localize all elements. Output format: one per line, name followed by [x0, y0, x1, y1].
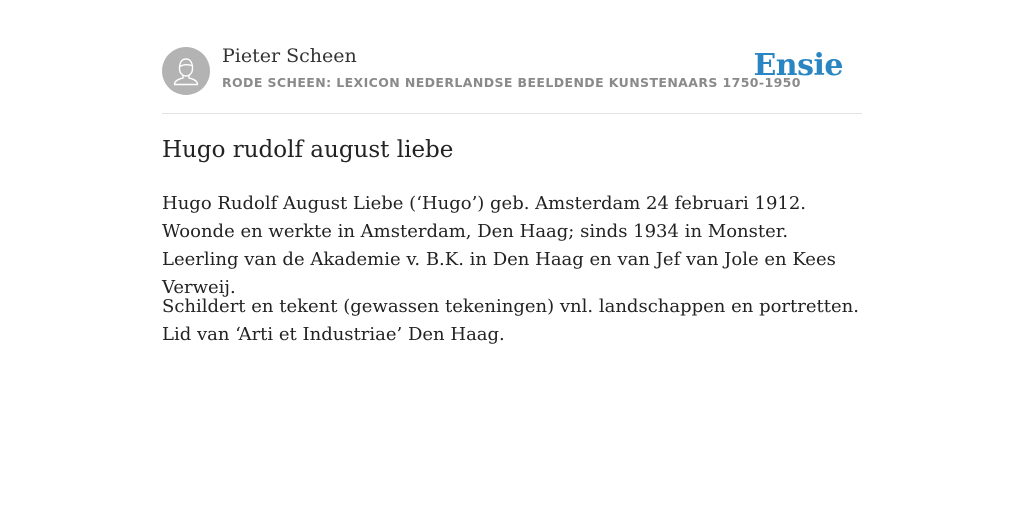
article-paragraph: Schildert en tekent (gewassen tekeningen) vnl. landschappen en portretten. Lid van ‘Arti et Industriae’ Den Haag.: [162, 296, 859, 345]
source-label: RODE SCHEEN: LEXICON NEDERLANDSE BEELDENDE KUNSTENAARS 1750-1950: [222, 75, 801, 90]
author-avatar[interactable]: [162, 47, 210, 95]
article-paragraph: Hugo Rudolf August Liebe (‘Hugo’) geb. Amsterdam 24 februari 1912. Woonde en werkte in Amsterdam, Den Haag; sinds 1934 in Monster. Leerling van de Akademie v. B.K. in Den Haag en van Jef van Jole en Kees Verweij.: [162, 193, 836, 298]
author-name[interactable]: Pieter Scheen: [222, 45, 357, 67]
author-header: [162, 0, 862, 114]
ensie-logo[interactable]: Ensie: [753, 48, 843, 83]
page-container: [162, 0, 862, 345]
user-silhouette-icon: [162, 47, 210, 95]
article-title: Hugo rudolf august liebe: [162, 137, 454, 163]
